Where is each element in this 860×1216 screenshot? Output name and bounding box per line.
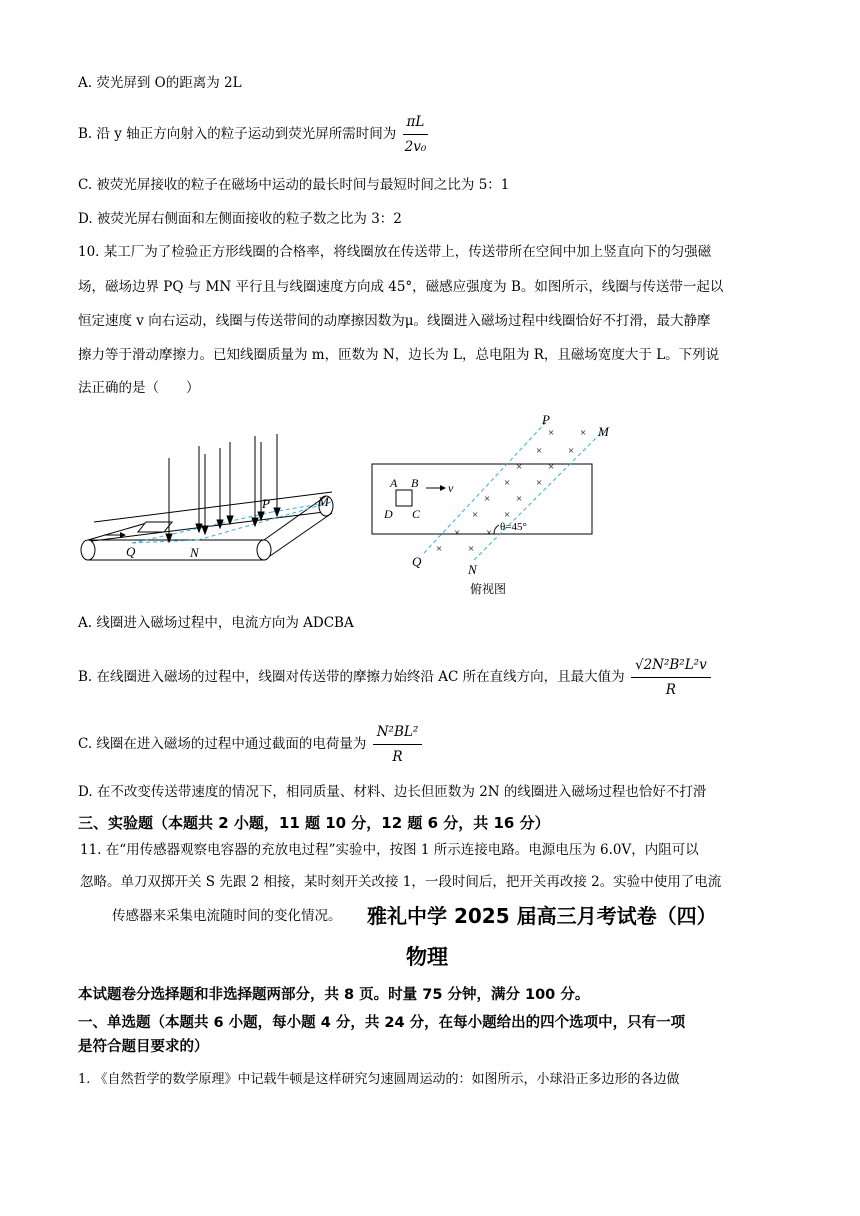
- svg-text:×: ×: [472, 509, 479, 521]
- q10-option-b-fraction: [631, 655, 711, 700]
- section-3-title: 三、实验题（本题共 2 小题，11 题 10 分，12 题 6 分，共 16 分）: [78, 814, 550, 832]
- q9-option-c: C. 被荧光屏接收的粒子在磁场中运动的最长时间与最短时间之比为 5：1: [78, 177, 510, 193]
- svg-text:×: ×: [436, 543, 443, 555]
- q10-stem-line-4: 擦力等于滑动摩擦力。已知线圈质量为 m，匝数为 N，边长为 L，总电阻为 R，且磁场宽度大于 L。下列说: [78, 347, 720, 363]
- label-v: v: [448, 481, 454, 495]
- fraction-denominator: 2v₀: [404, 139, 427, 155]
- q1-line-1: 1. 《自然哲学的数学原理》中记载牛顿是这样研究匀速圆周运动的：如图所示，小球沿正多边形的各边做: [78, 1072, 680, 1087]
- q10-option-b-text: B. 在线圈进入磁场的过程中，线圈对传送带的摩擦力始终沿 AC 所在直线方向，且最大值为: [78, 669, 625, 685]
- q9-option-a: A. 荧光屏到 O的距离为 2L: [78, 75, 242, 91]
- label-b: B: [411, 476, 419, 490]
- q10-option-c-text: C. 线圈在进入磁场的过程中通过截面的电荷量为: [78, 736, 367, 752]
- section-1-title-line-2: 是符合题目要求的）: [78, 1039, 209, 1055]
- fraction-denominator: R: [665, 682, 676, 698]
- svg-text:×: ×: [486, 527, 493, 539]
- q10-stem-line-1: 10. 某工厂为了检验正方形线圈的合格率，将线圈放在传送带上，传送带所在空间中加上竖直向下的匀强磁: [78, 244, 712, 260]
- right-label-q: Q: [412, 554, 422, 569]
- q9-option-b-fraction: [403, 112, 429, 157]
- fraction-numerator: πL: [403, 112, 429, 135]
- subject-title: 物理: [406, 945, 448, 969]
- q11-line-3: 传感器来采集电流随时间的变化情况。: [112, 908, 342, 924]
- section-1-title-line-1: 一、单选题（本题共 6 小题，每小题 4 分，共 24 分，在每小题给出的四个选项中，只有一项: [78, 1015, 686, 1031]
- svg-text:×: ×: [504, 509, 511, 521]
- label-d: D: [384, 507, 393, 521]
- q10-option-c: [78, 722, 422, 767]
- left-label-n: N: [190, 545, 199, 560]
- svg-text:×: ×: [484, 493, 491, 505]
- q10-stem-line-2: 场，磁场边界 PQ 与 MN 平行且与线圈速度方向成 45°，磁感应强度为 B。如图所示，线圈与传送带一起以: [78, 279, 724, 295]
- label-a: A: [390, 476, 398, 490]
- conveyor-belt-figure: [74, 428, 344, 564]
- svg-text:×: ×: [536, 445, 543, 457]
- q11-line-2: 忽略。单刀双掷开关 S 先跟 2 相接，某时刻开关改接 1，一段时间后，把开关再改接 2。实验中使用了电流: [80, 874, 722, 890]
- q10-stem-line-5: 法正确的是（ ）: [78, 380, 200, 396]
- left-label-q: Q: [126, 544, 136, 559]
- fraction-numerator: √2N²B²L²v: [631, 655, 711, 678]
- angle-label: θ=45°: [500, 521, 527, 533]
- left-label-p: P: [262, 496, 270, 511]
- svg-text:×: ×: [568, 445, 575, 457]
- q9-option-b: [78, 112, 428, 157]
- q10-option-d: D. 在不改变传送带速度的情况下，相同质量、材料、边长但匝数为 2N 的线圈进入磁场过程也恰好不打滑: [78, 784, 707, 800]
- q10-option-c-fraction: [373, 722, 423, 767]
- q10-option-b: [78, 655, 711, 700]
- q10-stem-line-3: 恒定速度 v 向右运动，线圈与传送带间的动摩擦因数为μ。线圈进入磁场过程中线圈恰好不打滑，最大静摩: [78, 313, 711, 329]
- q11-line-1: 11. 在“用传感器观察电容器的充放电过程”实验中，按图 1 所示连接电路。电源电压为 6.0V，内阻可以: [80, 842, 699, 858]
- svg-text:×: ×: [454, 527, 461, 539]
- fraction-numerator: N²BL²: [373, 722, 423, 745]
- fraction-denominator: R: [392, 749, 403, 765]
- label-c: C: [412, 507, 421, 521]
- svg-text:×: ×: [548, 427, 555, 439]
- right-label-p: P: [542, 412, 550, 427]
- svg-text:×: ×: [516, 493, 523, 505]
- svg-text:×: ×: [516, 461, 523, 473]
- left-label-m: M: [318, 494, 329, 509]
- svg-text:×: ×: [536, 477, 543, 489]
- top-view-figure: [368, 408, 630, 598]
- q10-option-a: A. 线圈进入磁场过程中，电流方向为 ADCBA: [78, 615, 354, 631]
- right-label-m: M: [598, 424, 609, 439]
- q9-option-b-text: B. 沿 y 轴正方向射入的粒子运动到荧光屏所需时间为: [78, 126, 397, 142]
- svg-text:×: ×: [504, 477, 511, 489]
- svg-text:×: ×: [468, 543, 475, 555]
- figure-caption: 俯视图: [470, 582, 507, 596]
- exam-title: 雅礼中学 2025 届高三月考试卷（四）: [367, 904, 717, 928]
- right-label-n: N: [468, 562, 477, 577]
- exam-instructions: 本试题卷分选择题和非选择题两部分，共 8 页。时量 75 分钟，满分 100 分。: [78, 987, 590, 1003]
- svg-text:×: ×: [580, 427, 587, 439]
- q9-option-d: D. 被荧光屏右侧面和左侧面接收的粒子数之比为 3：2: [78, 211, 402, 227]
- svg-text:×: ×: [548, 461, 555, 473]
